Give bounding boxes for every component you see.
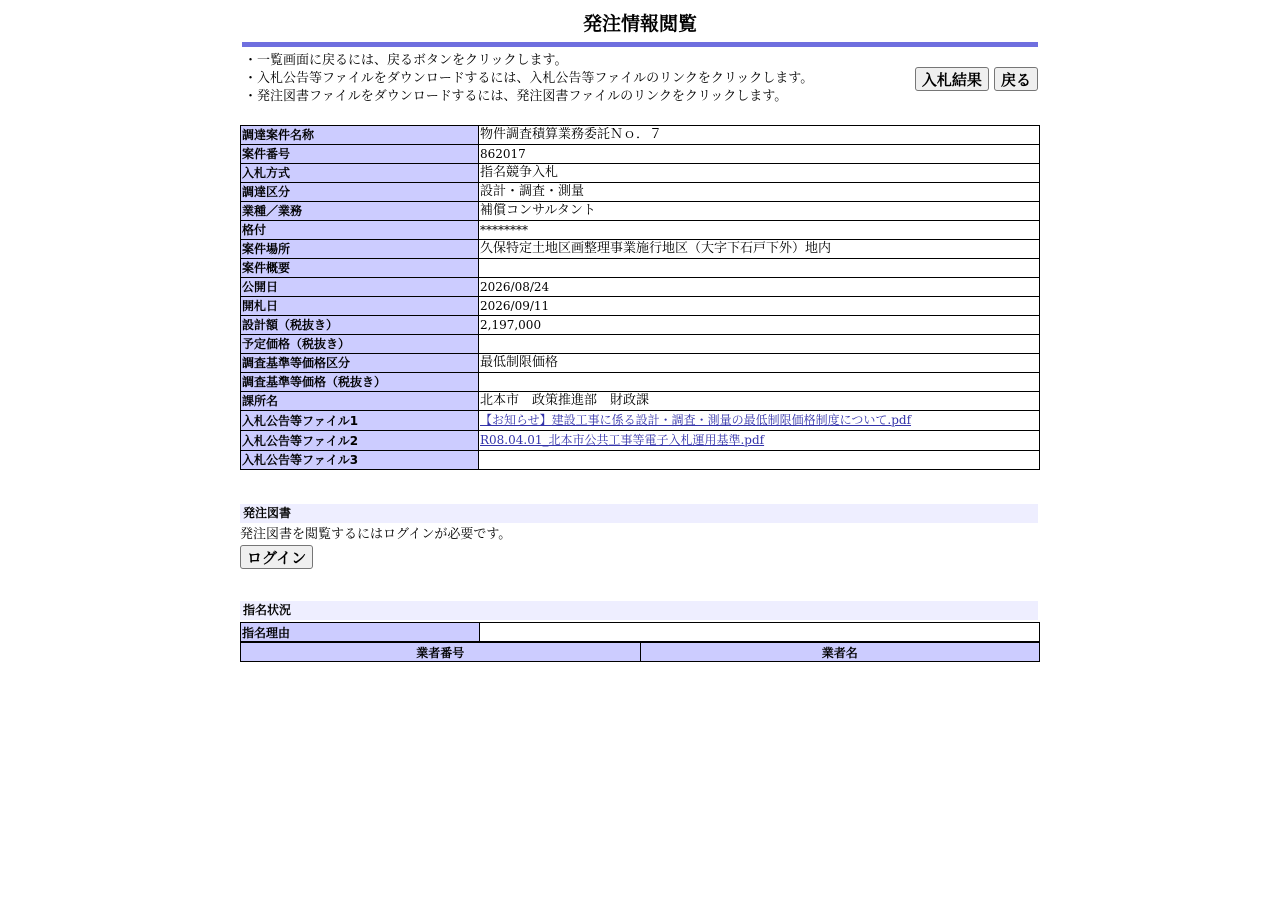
- row-value: [479, 373, 1040, 392]
- login-required-message: 発注図書を閲覧するにはログインが必要です。: [240, 527, 512, 542]
- row-label: 案件概要: [241, 259, 479, 278]
- table-row: [241, 278, 1040, 297]
- back-button[interactable]: 戻る: [994, 67, 1038, 91]
- announcement-file-link-2[interactable]: R08.04.01_北本市公共工事等電子入札運用基準.pdf: [480, 433, 765, 447]
- column-header-contractor-number: 業者番号: [241, 643, 641, 662]
- table-row: [241, 240, 1040, 259]
- procurement-info-table: [240, 125, 1040, 470]
- row-label: 調査基準等価格（税抜き）: [241, 373, 479, 392]
- row-value: [479, 335, 1040, 354]
- row-label: 案件場所: [241, 240, 479, 259]
- instruction-item: ・発注図書ファイルをダウンロードするには、発注図書ファイルのリンクをクリックします。: [244, 89, 788, 104]
- instruction-item: ・一覧画面に戻るには、戻るボタンをクリックします。: [244, 53, 568, 68]
- column-header-contractor-name: 業者名: [640, 643, 1040, 662]
- row-label: 予定価格（税抜き）: [241, 335, 479, 354]
- row-value: 2026/08/24: [479, 278, 1040, 297]
- row-label: 調達案件名称: [241, 126, 479, 145]
- table-row: [241, 297, 1040, 316]
- table-row: [241, 431, 1040, 451]
- table-row: [241, 451, 1040, 470]
- row-value: 設計・調査・測量: [479, 183, 1040, 202]
- row-label: 設計額（税抜き）: [241, 316, 479, 335]
- row-label: 案件番号: [241, 145, 479, 164]
- row-value: 久保特定土地区画整理事業施行地区（大字下石戸下外）地内: [479, 240, 1040, 259]
- table-row: [241, 411, 1040, 431]
- row-label: 業種／業務: [241, 202, 479, 221]
- row-value: 2,197,000: [479, 316, 1040, 335]
- row-label: 調査基準等価格区分: [241, 354, 479, 373]
- designation-reason-value: [480, 623, 1040, 642]
- row-value: [479, 259, 1040, 278]
- instructions-area: [240, 47, 1040, 125]
- contractor-table: [240, 642, 1040, 662]
- row-value: 2026/09/11: [479, 297, 1040, 316]
- table-row: [241, 145, 1040, 164]
- row-label: 入札方式: [241, 164, 479, 183]
- table-header-row: [241, 643, 1040, 662]
- row-value: 862017: [479, 145, 1040, 164]
- row-label: 開札日: [241, 297, 479, 316]
- row-label: 調達区分: [241, 183, 479, 202]
- table-row: [241, 335, 1040, 354]
- row-value: 補償コンサルタント: [479, 202, 1040, 221]
- page-title: 発注情報閲覧: [582, 13, 697, 35]
- announcement-file-link-1[interactable]: 【お知らせ】建設工事に係る設計・調査・測量の最低制限価格制度について.pdf: [480, 413, 912, 427]
- row-label: 公開日: [241, 278, 479, 297]
- row-label: 入札公告等ファイル2: [241, 431, 479, 451]
- row-value: [479, 451, 1040, 470]
- table-row: [241, 259, 1040, 278]
- instruction-item: ・入札公告等ファイルをダウンロードするには、入札公告等ファイルのリンクをクリックします。: [244, 71, 814, 86]
- action-buttons: [915, 67, 1038, 91]
- bid-result-button[interactable]: 入札結果: [915, 67, 989, 91]
- table-row: [241, 392, 1040, 411]
- row-value: [479, 431, 1040, 451]
- designation-section-heading: 指名状況: [240, 601, 1038, 620]
- table-row: [241, 126, 1040, 145]
- table-row: [241, 316, 1040, 335]
- row-value: [479, 411, 1040, 431]
- row-label: 入札公告等ファイル1: [241, 411, 479, 431]
- designation-reason-label: 指名理由: [241, 623, 480, 642]
- row-value: 北本市 政策推進部 財政課: [479, 392, 1040, 411]
- row-label: 入札公告等ファイル3: [241, 451, 479, 470]
- row-value: 物件調査積算業務委託Ｎｏ．７: [479, 126, 1040, 145]
- table-row: [241, 354, 1040, 373]
- designation-reason-table: [240, 622, 1040, 642]
- table-row: [241, 623, 1040, 642]
- row-label: 格付: [241, 221, 479, 240]
- table-row: [241, 164, 1040, 183]
- row-value: 最低制限価格: [479, 354, 1040, 373]
- login-button[interactable]: ログイン: [240, 545, 313, 569]
- drawings-section-heading: 発注図書: [240, 504, 1038, 523]
- row-value: ********: [479, 221, 1040, 240]
- table-row: [241, 183, 1040, 202]
- table-row: [241, 202, 1040, 221]
- row-value: 指名競争入札: [479, 164, 1040, 183]
- row-label: 課所名: [241, 392, 479, 411]
- table-row: [241, 373, 1040, 392]
- table-row: [241, 221, 1040, 240]
- page-container: [240, 0, 1040, 662]
